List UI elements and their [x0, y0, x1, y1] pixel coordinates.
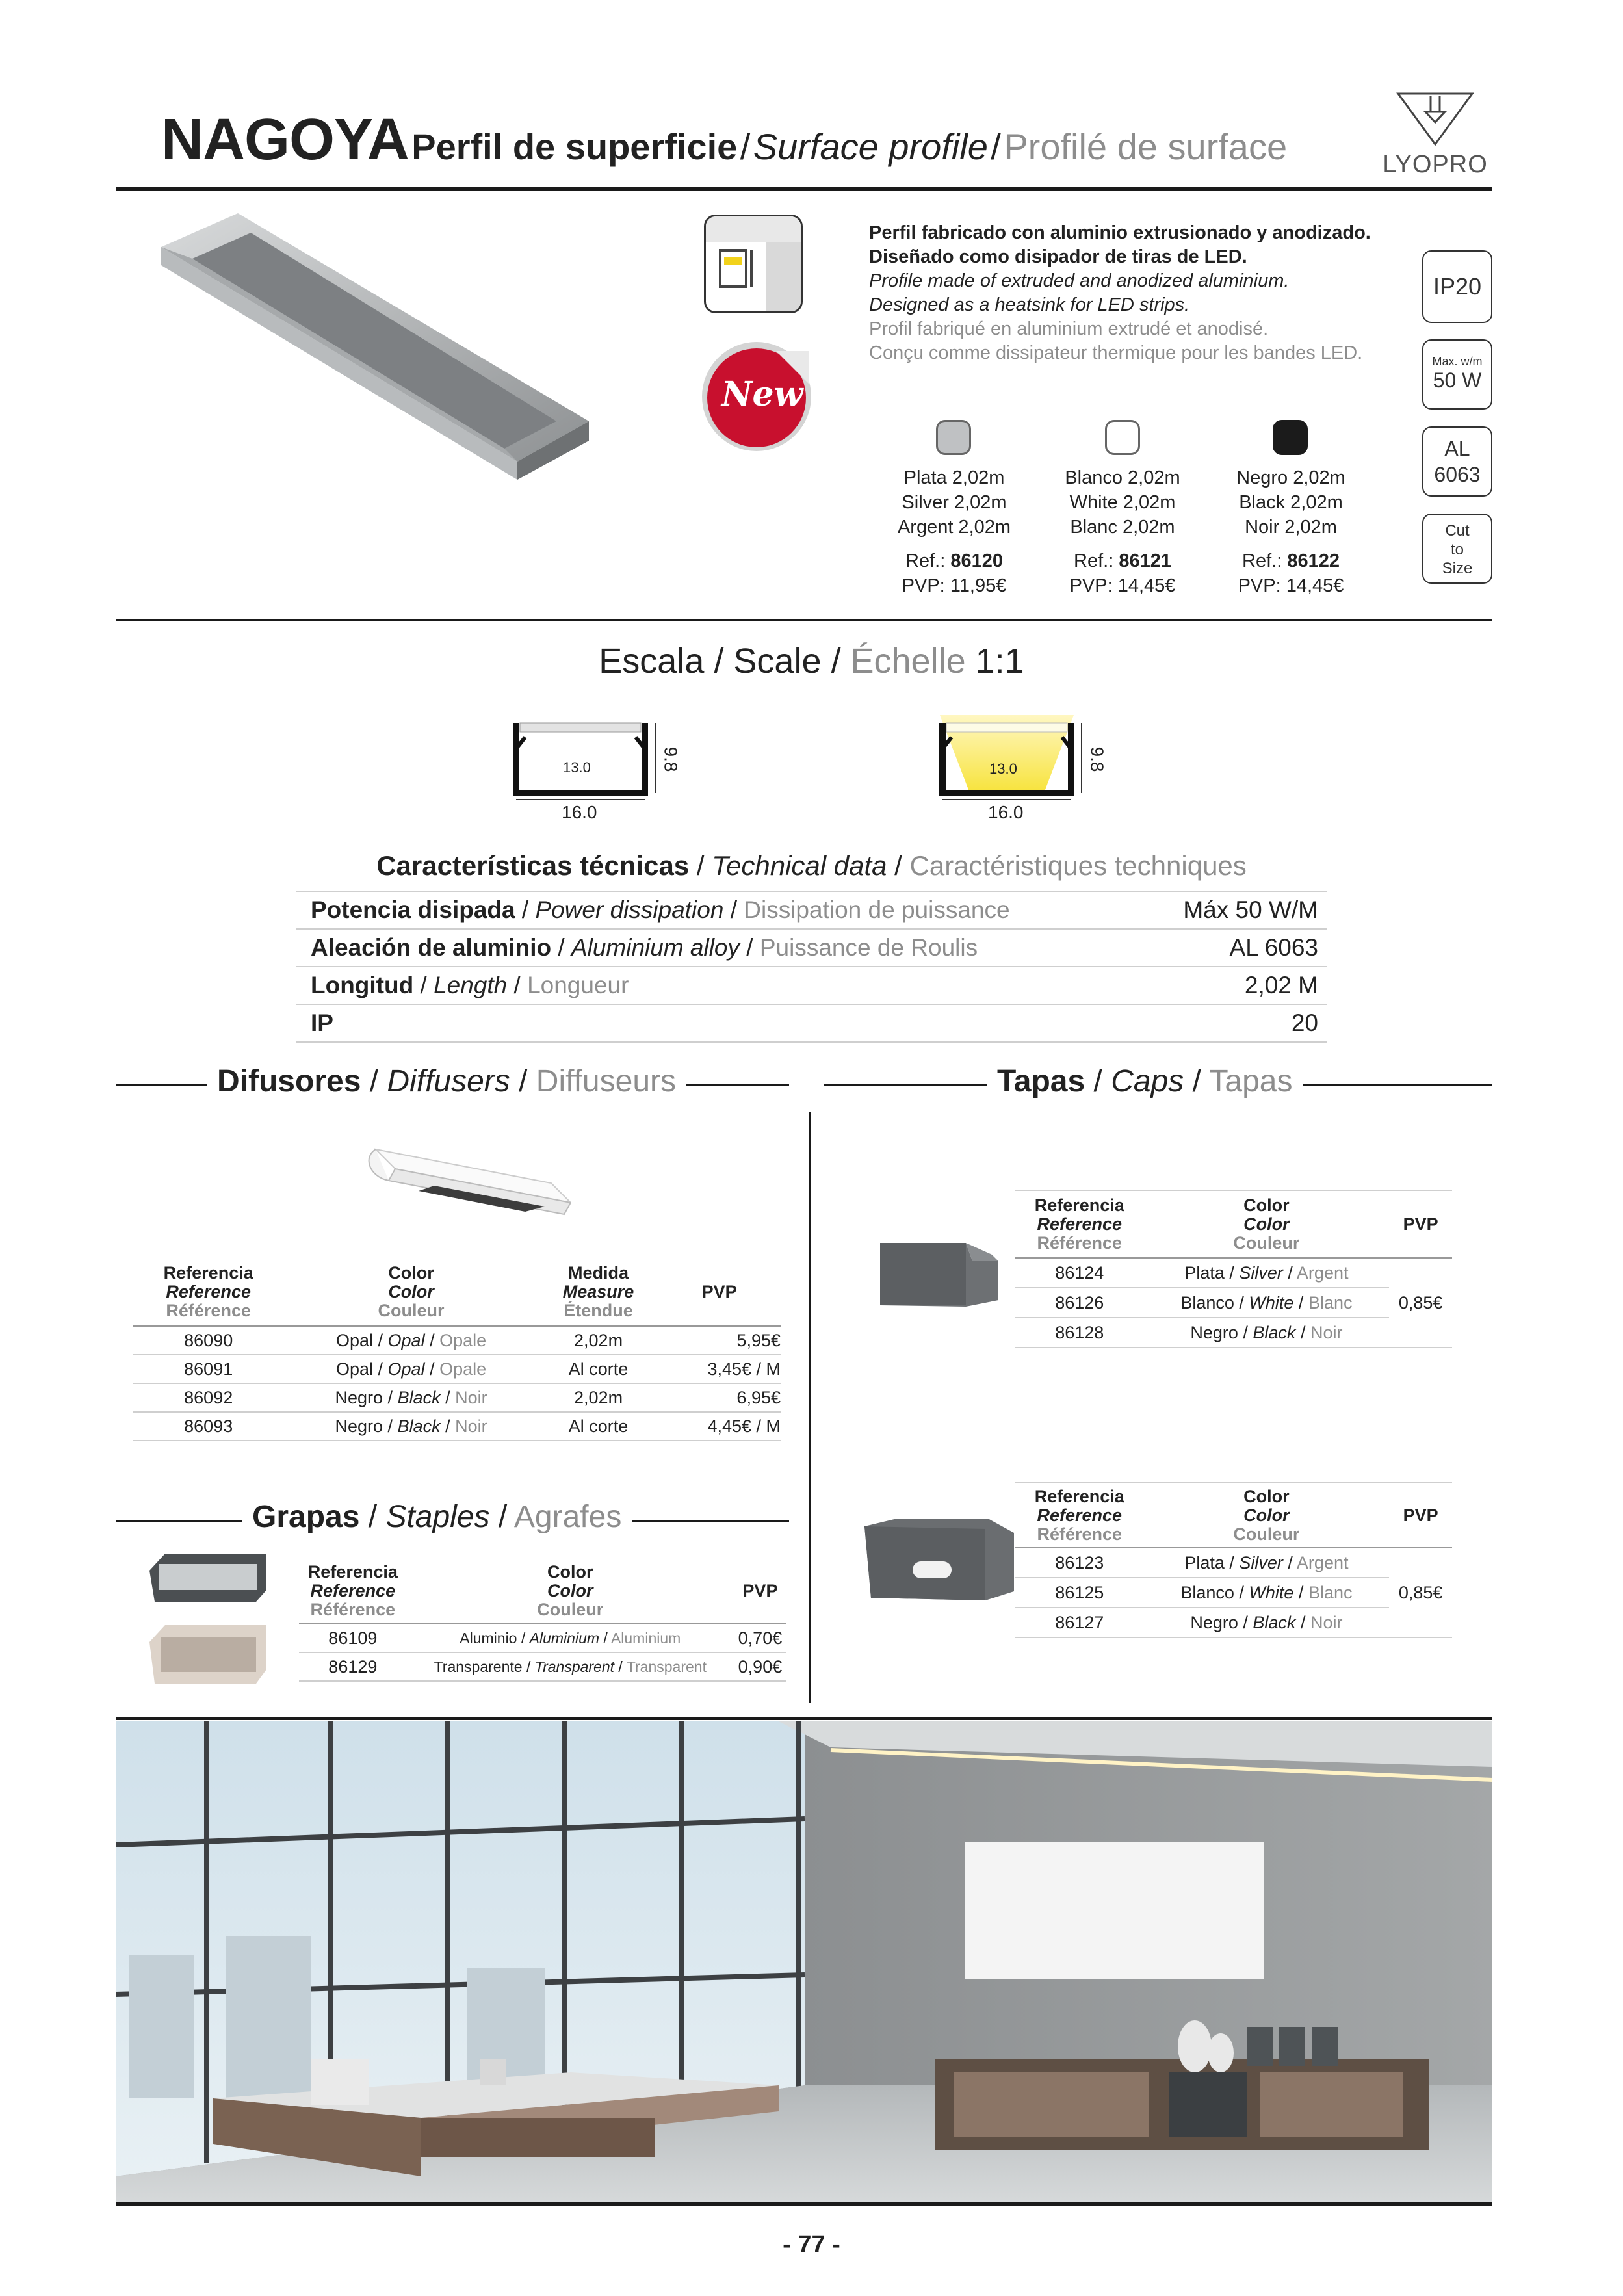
variant-fr: Noir 2,02m — [1245, 517, 1337, 538]
variant-en: Black 2,02m — [1239, 492, 1343, 513]
table-row: 86129 Transparente / Transparent / Transparent 0,90€ — [299, 1652, 786, 1681]
variant-price: PVP: 14,45€ — [1238, 575, 1344, 596]
subtitle-es: Perfil de superficie — [411, 126, 738, 167]
table-row: Aleación de aluminio / Aluminium alloy / Puissance de Roulis AL 6063 — [296, 929, 1327, 967]
table-row: 86127 Negro / Black / Noir — [1015, 1608, 1452, 1637]
swatch-white — [1105, 420, 1140, 455]
subtitle-fr: Profilé de surface — [1004, 126, 1288, 167]
table-row: 86090 Opal / Opal / Opale 2,02m 5,95€ — [133, 1326, 781, 1355]
variant-es: Negro 2,02m — [1236, 467, 1345, 488]
profile-section-lit-icon — [933, 702, 1102, 801]
table-row: 86125 Blanco / White / Blanc — [1015, 1578, 1452, 1608]
surface-mount-icon — [706, 216, 801, 311]
caps-price: 0,85€ — [1389, 1548, 1452, 1637]
profile-section-lit — [933, 702, 1108, 832]
diffusers-title: Difusores / Diffusers / Diffuseurs — [207, 1063, 686, 1099]
subtitle-en: Surface profile — [753, 126, 988, 167]
brand-logo-icon — [1393, 90, 1477, 148]
product-description — [869, 221, 1415, 365]
table-header: Referencia Reference Référence Color Color Couleur PVP — [1015, 1190, 1452, 1258]
tech-value: AL 6063 — [1154, 929, 1327, 967]
cut-badge — [1422, 514, 1492, 584]
table-header: Referencia Reference Référence Color Color Couleur PVP — [299, 1559, 786, 1624]
variant-white — [1025, 465, 1220, 598]
power-label: Max. w/m — [1432, 355, 1483, 368]
cap-image-2 — [858, 1507, 1033, 1611]
height: 9.8 — [1087, 746, 1108, 772]
variant-ref: Ref.: 86121 — [1074, 551, 1171, 571]
product-rule — [116, 619, 1492, 621]
tech-value: 20 — [1154, 1004, 1327, 1042]
table-row: Longitud / Length / Longueur 2,02 M — [296, 967, 1327, 1004]
inner-width: 13.0 — [989, 761, 1017, 777]
swatch-black — [1273, 420, 1308, 455]
scale-title: Escala / Scale / Échelle 1:1 — [599, 642, 1024, 681]
variant-fr: Blanc 2,02m — [1070, 517, 1175, 538]
alloy-badge — [1422, 426, 1492, 497]
brand-logo — [1377, 90, 1494, 187]
cut-line-1: Cut — [1445, 522, 1470, 540]
variant-silver — [857, 465, 1052, 598]
desc-es-1: Perfil fabricado con aluminio extrusionado y anodizado. — [869, 222, 1371, 243]
inner-width: 13.0 — [563, 759, 591, 776]
alloy-line-2: 6063 — [1434, 463, 1481, 486]
model-name: NAGOYA — [161, 107, 409, 172]
cap-image-1 — [868, 1235, 1018, 1326]
tech-value: 2,02 M — [1154, 967, 1327, 1004]
desc-en-1: Profile made of extruded and anodized aluminium. — [869, 270, 1290, 291]
table-row: 86124 Plata / Silver / Argent 0,85€ — [1015, 1258, 1452, 1288]
mounting-icon — [704, 215, 803, 313]
variant-es: Blanco 2,02m — [1065, 467, 1180, 488]
brand-name: LYOPRO — [1383, 151, 1488, 178]
column-divider — [809, 1112, 811, 1703]
subtitle-sep: / — [740, 126, 751, 167]
table-row: 86109 Aluminio / Aluminium / Aluminium 0,70€ — [299, 1624, 786, 1652]
page-title — [161, 107, 1288, 172]
alloy-line-1: AL — [1444, 437, 1470, 460]
outer-width: 16.0 — [988, 802, 1024, 822]
variant-ref: Ref.: 86122 — [1242, 551, 1340, 571]
caps-table-1 — [1015, 1190, 1452, 1348]
caps-title: Tapas / Caps / Tapas — [987, 1063, 1303, 1099]
tech-value: Máx 50 W/M — [1154, 891, 1327, 929]
tech-title: Características técnicas / Technical data / Caractéristiques techniques — [376, 850, 1247, 881]
staples-title: Grapas / Staples / Agrafes — [242, 1499, 632, 1535]
variant-en: White 2,02m — [1069, 492, 1176, 513]
caps-table-2 — [1015, 1482, 1452, 1638]
variant-black — [1193, 465, 1388, 598]
table-row: 86123 Plata / Silver / Argent 0,85€ — [1015, 1548, 1452, 1578]
variant-price: PVP: 14,45€ — [1069, 575, 1176, 596]
table-row: 86128 Negro / Black / Noir — [1015, 1318, 1452, 1348]
cut-line-3: Size — [1442, 560, 1473, 577]
caps-price: 0,85€ — [1389, 1258, 1452, 1348]
tech-table — [296, 891, 1327, 1043]
desc-fr-2: Conçu comme dissipateur thermique pour les bandes LED. — [869, 343, 1363, 363]
desc-es-2: Diseñado como disipador de tiras de LED. — [869, 246, 1247, 267]
variant-fr: Argent 2,02m — [897, 517, 1011, 538]
swatch-silver — [936, 420, 971, 455]
staples-image — [139, 1545, 269, 1701]
variant-es: Plata 2,02m — [903, 467, 1005, 488]
table-row: 86092 Negro / Black / Noir 2,02m 6,95€ — [133, 1383, 781, 1412]
photo-top-rule — [116, 1717, 1492, 1720]
profile-section-icon — [507, 716, 676, 801]
diffusers-table — [133, 1259, 781, 1441]
variant-price: PVP: 11,95€ — [902, 575, 1007, 596]
table-row: Potencia disipada / Power dissipation / Dissipation de puissance Máx 50 W/M — [296, 891, 1327, 929]
outer-width: 16.0 — [562, 802, 597, 822]
cut-line-2: to — [1450, 541, 1464, 558]
staples-table — [299, 1559, 786, 1682]
profile-section-plain — [507, 716, 681, 833]
desc-en-2: Designed as a heatsink for LED strips. — [869, 294, 1190, 315]
new-label: New — [721, 374, 803, 414]
table-row: 86091 Opal / Opal / Opale Al corte 3,45€ / M — [133, 1355, 781, 1383]
variant-ref: Ref.: 86120 — [905, 551, 1003, 571]
new-badge — [698, 338, 815, 455]
header-rule — [116, 187, 1492, 191]
table-row: 86126 Blanco / White / Blanc — [1015, 1288, 1452, 1318]
table-row: 86093 Negro / Black / Noir Al corte 4,45€ / M — [133, 1412, 781, 1441]
power-badge — [1422, 339, 1492, 410]
table-row: IP 20 — [296, 1004, 1327, 1042]
variant-en: Silver 2,02m — [902, 492, 1007, 513]
photo-bottom-rule — [116, 2202, 1492, 2206]
power-value: 50 W — [1433, 369, 1482, 392]
table-header: Referencia Reference Référence Color Color Couleur Medida Measure Étendue PVP — [133, 1259, 781, 1326]
page-number: - 77 - — [783, 2231, 840, 2258]
desc-fr-1: Profil fabriqué en aluminium extrudé et anodisé. — [869, 319, 1269, 339]
ip-badge: IP20 — [1422, 250, 1492, 323]
office-photo — [116, 1721, 1492, 2202]
profile-product-image — [153, 207, 595, 532]
height: 9.8 — [660, 746, 681, 772]
subtitle-sep: / — [991, 126, 1001, 167]
diffuser-image — [356, 1144, 571, 1222]
table-header: Referencia Reference Référence Color Color Couleur PVP — [1015, 1483, 1452, 1548]
